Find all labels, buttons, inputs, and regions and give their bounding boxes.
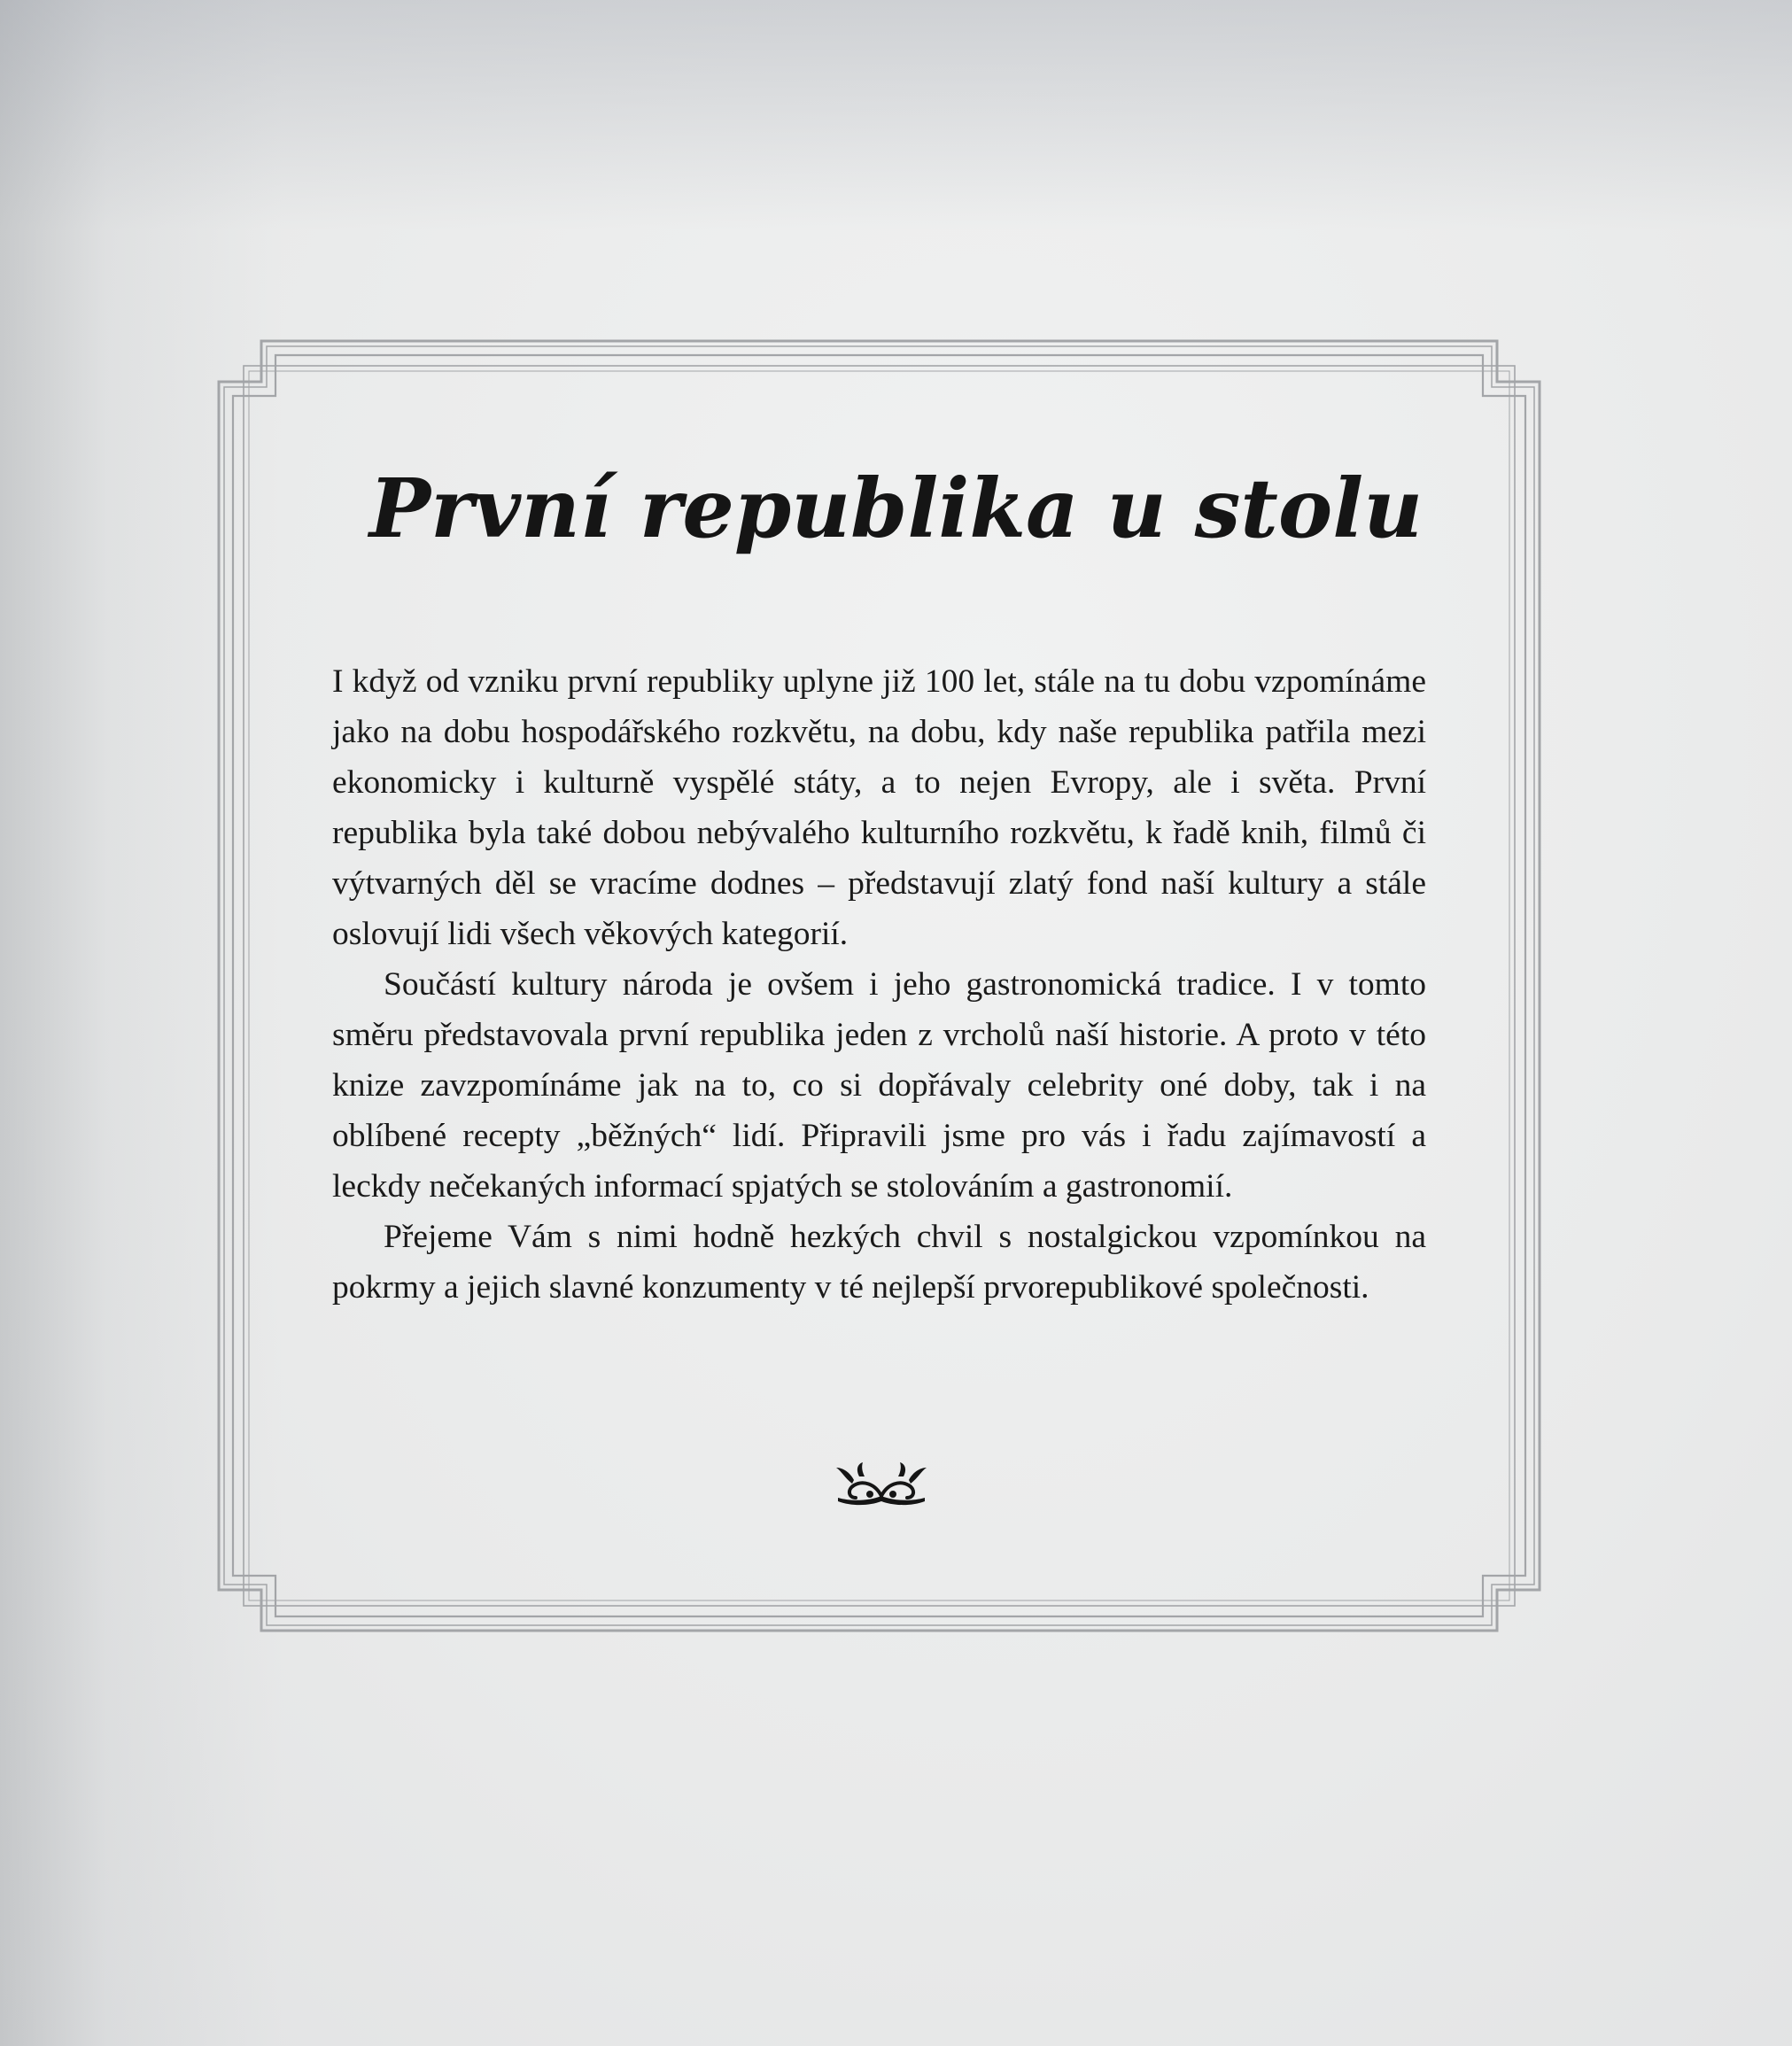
paragraph-3: Přejeme Vám s nimi hodně hezkých chvil s nostalgickou vzpomínkou na pokrmy a jejich slavné konzumenty v té nejlepší prvorepublikové společnosti.	[332, 1219, 1426, 1306]
paragraph-1: I když od vzniku první republiky uplyne již 100 let, stále na tu dobu vzpomínáme jako na dobu hospodářského rozkvětu, na dobu, kdy naše republika patřila mezi ekonomicky i kulturně vyspělé státy, a to nejen Evropy, ale i světa. První republika byla také dobou nebývalého kulturního rozkvětu, k řadě knih, filmů či výtvarných děl se vracíme dodnes – představují zlatý fond naší kultury a stále oslovují lidi všech věkových kategorií.	[332, 663, 1426, 952]
intro-text	[332, 656, 1426, 1313]
fleuron-ornament-icon	[833, 1457, 930, 1507]
page-title: První republika u stolu	[368, 461, 1424, 556]
page-shadow	[0, 0, 1792, 230]
paragraph-2: Součástí kultury národa je ovšem i jeho gastronomická tradice. I v tomto směru představovala první republika jeden z vrcholů naší historie. A proto v této knize zavzpomínáme jak na to, co si dopřávaly celebrity oné doby, tak i na oblíbené recepty „běžných“ lidí. Připravili jsme pro vás i řadu zajímavostí a leckdy nečekaných informací spjatých se stolováním a gastronomií.	[332, 966, 1426, 1205]
